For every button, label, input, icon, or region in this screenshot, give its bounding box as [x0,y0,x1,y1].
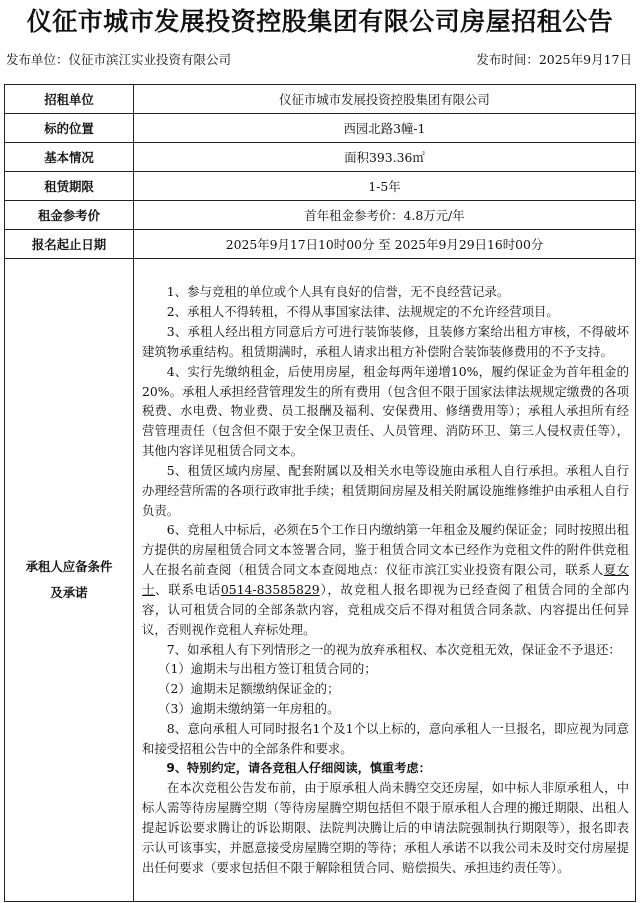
clause-6-part-c: ），故竞租人报名即视为已经查阅了租赁合同的全部内容，认可租赁合同的全部条款内容，竞租成交后不得对租赁合同条款、内容提出任何异议，否则视作竞租人弃标处理。 [142,582,629,637]
clause-2: 2、承租人不得转租，不得从事国家法律、法规规定的不允许经营项目。 [166,304,559,320]
publisher: 发布单位：仪征市滨江实业投资有限公司 [6,52,232,67]
row-label: 招租单位 [5,85,134,114]
table-row-conditions [5,259,636,902]
clause-9-title: 9、特别约定，请各竞租人仔细阅读，慎重考虑： [166,760,431,775]
clause-7: 7、如承租人有下列情形之一的视为放弃承租权、本次竞租无效，保证金不予退还： [166,641,621,657]
conditions-label-line1: 承租人应备条件 [25,559,113,574]
row-label: 基本情况 [5,143,134,172]
row-value-area: 面积393.36㎡ [134,143,636,172]
row-value-dates: 2025年9月17日10时00分 至 2025年9月29日16时00分 [134,230,636,259]
row-label: 租赁期限 [5,172,134,201]
table-row [5,172,636,201]
table-row [5,85,636,114]
contact-phone: 0514-83585829 [220,582,320,597]
table-row [5,201,636,230]
clause-3: 3、承租人经出租方同意后方可进行装饰装修，且装修方案给出租方审核，不得破坏建筑物承重结构。租赁期满时，承租人请求出租方补偿附合装饰装修费用的不予支持。 [142,324,629,359]
row-label: 报名起止日期 [5,230,134,259]
clause-6-part-b: 、联系电话 [155,582,221,597]
contact-name: 夏女士 [142,562,629,597]
clause-6-part-a: 6、竞租人中标后，必须在5个工作日内缴纳第一年租金及履约保证金；同时按照出租方提供的房屋租赁合同文本签署合同，鉴于租赁合同文本已经作为竞租文件的附件供竞租人在报名前查阅（租赁合同文本查阅地点：仪征市滨江实业投资有限公司，联系人 [142,522,629,578]
clause-6 [142,520,629,639]
table-row [5,114,636,143]
clause-7-item-1: （1）逾期未与出租方签订租赁合同的； [158,661,377,677]
clause-7-item-2: （2）逾期未足额缴纳保证金的； [158,681,340,697]
conditions-label-line2: 及承诺 [50,585,88,600]
row-label: 租金参考价 [5,201,134,230]
table-row [5,230,636,259]
listing-table [4,84,636,902]
conditions-label [5,259,134,902]
page-title: 仪征市城市发展投资控股集团有限公司房屋招租公告 [26,7,614,36]
clause-9: 在本次竞租公告发布前，由于原承租人尚未腾空交还房屋，如中标人非原承租人，中标人需等待房屋腾空期（等待房屋腾空期包括但不限于原承租人合理的搬迁期限、出租人提起诉讼要求腾让的诉讼期限、法院判决腾让后的申请法院强制执行期限等），报名即表示认可该事实，并愿意接受房屋腾空期的等待；承租人承诺不以我公司未及时交付房屋提出任何要求（要求包括但不限于解除租赁合同、赔偿损失、承担违约责任等）。 [142,780,629,875]
clause-7-item-3: （3）逾期未缴纳第一年房租的。 [158,701,340,717]
row-value-location: 西园北路3幢-1 [134,114,636,143]
row-value-lessor: 仪征市城市发展投资控股集团有限公司 [134,85,636,114]
row-value-term: 1-5年 [134,172,636,201]
publish-time: 发布时间：2025年9月17日 [476,52,632,67]
table-row [5,143,636,172]
conditions-text [134,259,636,902]
clause-1: 1、参与竞租的单位或个人具有良好的信誉，无不良经营记录。 [166,284,510,300]
row-label: 标的位置 [5,114,134,143]
row-value-rent: 首年租金参考价：4.8万元/年 [134,201,636,230]
clause-4: 4、实行先缴纳租金，后使用房屋，租金每两年递增10%，履约保证金为首年租金的20%。承租人承担经营管理发生的所有费用（包含但不限于国家法律法规规定缴费的各项税费、水电费、物业费、员工报酬及福利、安保费用、修缮费用等）；承租人承担所有经营管理责任（包含但不限于安全保卫责任、人员管理、消防环卫、第三人侵权责任等），其他内容详见租赁合同文本。 [142,363,629,459]
clause-5: 5、租赁区域内房屋、配套附属以及相关水电等设施由承租人自行承担。承租人自行办理经营所需的各项行政审批手续；租赁期间房屋及相关附属设施维修维护由承租人自行负责。 [142,462,629,518]
clause-8: 8、意向承租人可同时报名1个及1个以上标的，意向承租人一旦报名，即应视为同意和接受招租公告中的全部条件和要求。 [142,720,629,756]
